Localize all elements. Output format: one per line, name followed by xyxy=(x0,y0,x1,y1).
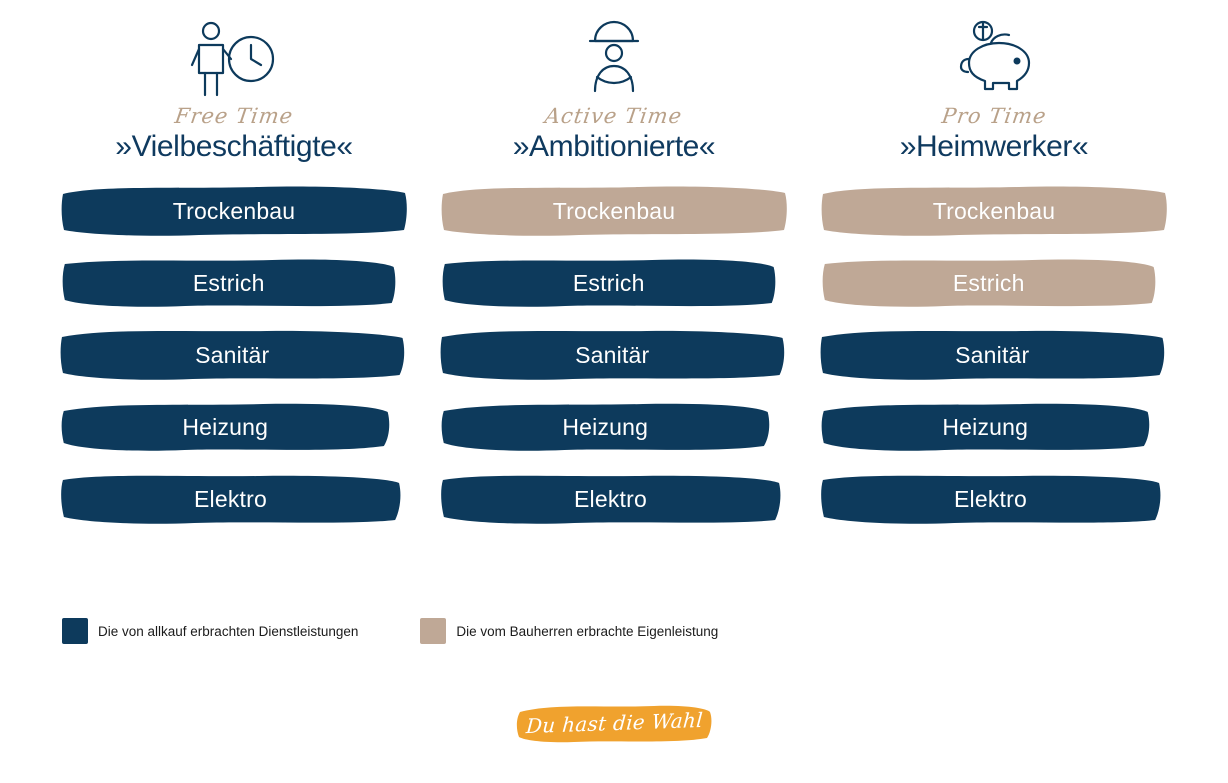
service-bar[interactable] xyxy=(819,252,1159,314)
piggy-bank-coin-icon xyxy=(939,12,1049,104)
package-column-active-time xyxy=(424,12,804,530)
service-bar-label: Elektro xyxy=(194,485,267,512)
column-script-label: Active Time xyxy=(543,104,685,128)
service-bar-label: Trockenbau xyxy=(552,197,676,224)
service-bar-label: Elektro xyxy=(574,485,647,512)
bar-list xyxy=(819,180,1169,530)
bar-list xyxy=(59,180,409,530)
legend xyxy=(62,618,718,644)
column-headline: »Vielbeschäftigte« xyxy=(115,130,353,163)
service-bar-label: Trockenbau xyxy=(932,197,1056,224)
column-script-label: Free Time xyxy=(173,104,295,128)
worker-helmet-icon xyxy=(559,12,669,104)
choice-badge-label: Du hast die Wahl xyxy=(524,707,704,739)
service-bar-label: Estrich xyxy=(572,269,645,296)
service-bar[interactable] xyxy=(59,324,406,386)
service-bar-label: Estrich xyxy=(952,269,1025,296)
busy-person-clock-icon xyxy=(179,12,289,104)
service-bar-label: Heizung xyxy=(562,413,649,440)
service-bar[interactable] xyxy=(439,180,789,242)
service-bar[interactable] xyxy=(439,324,786,386)
service-bar[interactable] xyxy=(439,468,782,530)
legend-label-provider: Die von allkauf erbrachten Dienstleistungen xyxy=(98,623,359,639)
service-bar[interactable] xyxy=(439,396,772,458)
service-bar-label: Sanitär xyxy=(195,341,270,368)
service-bar[interactable] xyxy=(59,252,399,314)
legend-label-owner: Die vom Bauherren erbrachte Eigenleistung xyxy=(456,623,719,639)
service-bar-label: Estrich xyxy=(192,269,265,296)
legend-item-owner xyxy=(420,618,718,644)
service-bar[interactable] xyxy=(819,324,1166,386)
service-bar[interactable] xyxy=(59,180,409,242)
service-bar[interactable] xyxy=(439,252,779,314)
service-bar-label: Heizung xyxy=(942,413,1029,440)
service-bar-label: Sanitär xyxy=(575,341,650,368)
service-bar[interactable] xyxy=(59,396,392,458)
service-bar-label: Trockenbau xyxy=(172,197,296,224)
legend-item-provider xyxy=(62,618,358,644)
service-bar-label: Elektro xyxy=(954,485,1027,512)
column-script-label: Pro Time xyxy=(940,104,1048,128)
service-bar[interactable] xyxy=(59,468,402,530)
service-bar-label: Sanitär xyxy=(955,341,1030,368)
service-bar-label: Heizung xyxy=(182,413,269,440)
legend-swatch-owner xyxy=(420,618,446,644)
service-bar[interactable] xyxy=(819,180,1169,242)
bar-list xyxy=(439,180,789,530)
column-headline: »Ambitionierte« xyxy=(512,130,716,163)
column-headline: »Heimwerker« xyxy=(899,130,1089,163)
legend-swatch-provider xyxy=(62,618,88,644)
service-bar[interactable] xyxy=(819,468,1162,530)
package-column-free-time xyxy=(44,12,424,530)
package-column-pro-time xyxy=(804,12,1184,530)
choice-badge[interactable] xyxy=(514,700,714,746)
service-bar[interactable] xyxy=(819,396,1152,458)
